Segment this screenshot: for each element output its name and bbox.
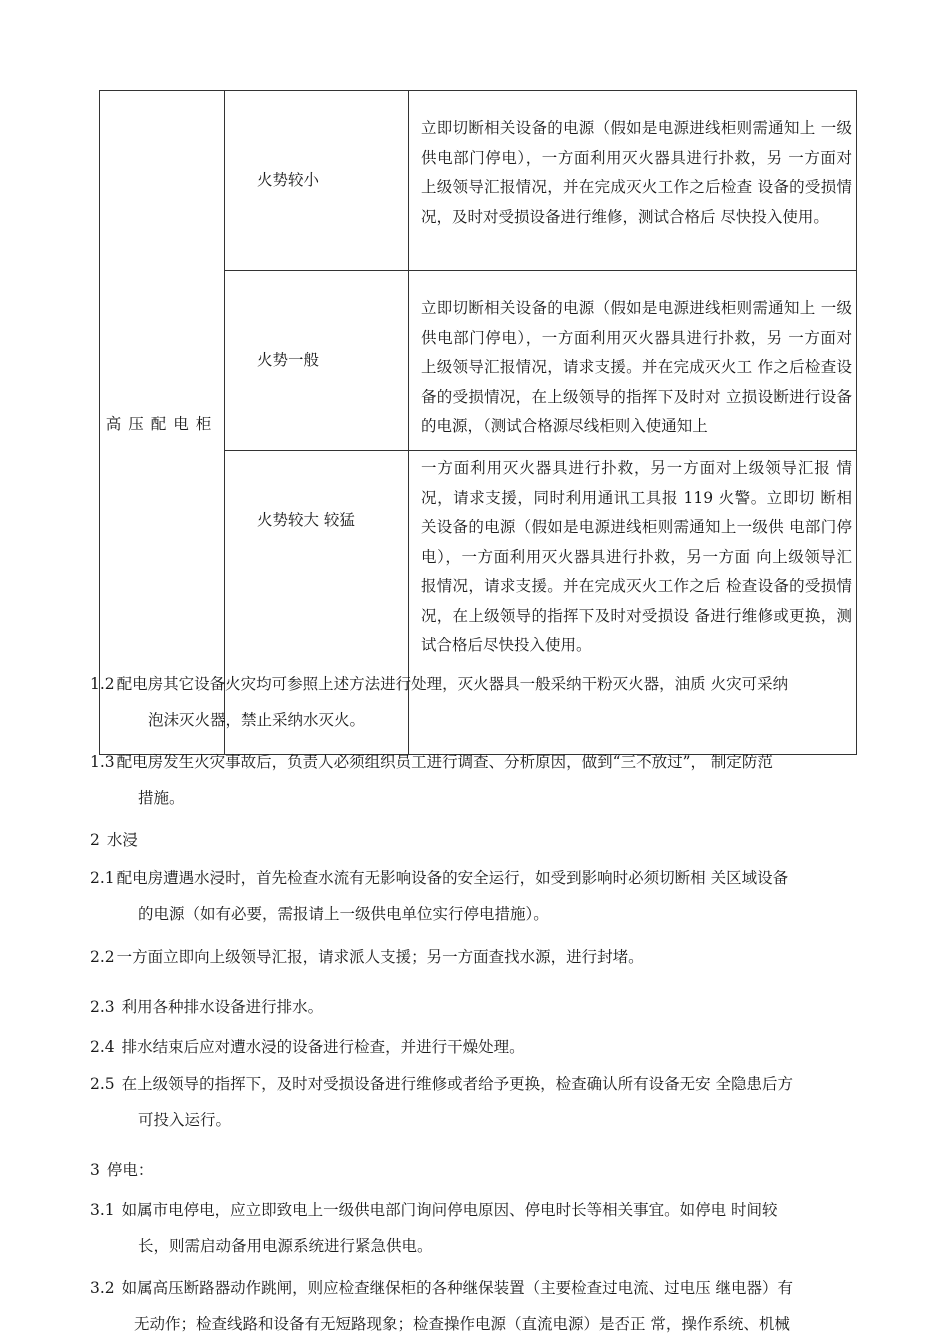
paragraph-text: 一方面立即向上级领导汇报，请求派人支援；另一方面查找水源，进行封堵。: [116, 948, 644, 966]
paragraph-2-5: [90, 1066, 860, 1138]
fire-level-cell: 火势较小: [225, 91, 409, 271]
fire-level-cell: 火势一般: [225, 271, 409, 451]
section-number: 2: [90, 831, 100, 849]
heading-text: 停电：: [106, 1161, 154, 1179]
paragraph-2-3: [90, 995, 860, 1019]
paragraph-continuation: 无动作；检查线路和设备有无短路现象；检查操作电源（直流电源）是否正 常，操作系统、机械: [134, 1315, 790, 1333]
paragraph-text: 配电房遭遇水浸时，首先检查水流有无影响设备的安全运行，如受到影响时必须切断相 关区域设备: [116, 869, 789, 887]
fire-level-cell: 火势较大 较猛: [225, 451, 409, 755]
paragraph-2-1: [90, 860, 860, 932]
fire-response-table: [99, 90, 857, 755]
section-number: 2.2: [90, 948, 115, 966]
section-number: 1.2: [90, 675, 115, 693]
paragraph-2-4: [90, 1035, 860, 1059]
response-action-cell: 立即切断相关设备的电源（假如是电源进线柜则需通知上 一级供电部门停电），一方面利用灭火器具进行扑救，另 一方面对上级领导汇报情况，并在完成灭火工作之后检查 设备的受损情况，及时对受损设备进行维修，测试合格后 尽快投入使用。: [409, 91, 857, 271]
section-number: 2.5: [90, 1075, 115, 1093]
table-row: [100, 91, 857, 271]
paragraph-text: 排水结束后应对遭水浸的设备进行检查，并进行干燥处理。: [121, 1038, 525, 1056]
heading-text: 水浸: [106, 831, 138, 849]
paragraph-1-2: [90, 666, 860, 738]
paragraph-continuation: 长，则需启动备用电源系统进行紧急供电。: [138, 1237, 433, 1255]
equipment-cell: 高压配电柜: [100, 91, 225, 755]
section-number: 2.4: [90, 1038, 115, 1056]
paragraph-text: 配电房其它设备火灾均可参照上述方法进行处理，灭火器具一般采纳干粉灭火器，油质 火灾可采纳: [116, 675, 789, 693]
paragraph-continuation: 的电源（如有必要，需报请上一级供电单位实行停电措施）。: [138, 905, 549, 923]
paragraph-text: 如属高压断路器动作跳闸，则应检查继保柜的各种继保装置（主要检查过电流、过电压 继电器）有: [121, 1279, 794, 1297]
paragraph-text: 在上级领导的指挥下，及时对受损设备进行维修或者给予更换，检查确认所有设备无安 全隐患后方: [121, 1075, 794, 1093]
paragraph-3-2: [90, 1270, 860, 1342]
paragraph-text: 如属市电停电，应立即致电上一级供电部门询问停电原因、停电时长等相关事宜。如停电 时间较: [121, 1201, 778, 1219]
paragraph-2-2: [90, 945, 860, 969]
paragraph-3-1: [90, 1192, 860, 1264]
heading-3: [90, 1158, 860, 1182]
response-action-cell: 一方面利用灭火器具进行扑救，另一方面对上级领导汇报 情况，请求支援，同时利用通讯工具报 119 火警。立即切 断相关设备的电源（假如是电源进线柜则需通知上一级供 电部门停电），一方面利用灭火器具进行扑救，另一方面 向上级领导汇报情况，请求支援。并在完成灭火工作之后 检查设备的受损情况，在上级领导的指挥下及时对受损设 备进行维修或更换，测试合格后尽快投入使用。: [409, 451, 857, 755]
section-number: 3.1: [90, 1201, 115, 1219]
paragraph-1-3: [90, 744, 860, 816]
response-action-cell: 立即切断相关设备的电源（假如是电源进线柜则需通知上 一级供电部门停电），一方面利用灭火器具进行扑救，另 一方面对上级领导汇报情况，请求支援。并在完成灭火工 作之后检查设备的受损情况，在上级领导的指挥下及时对 立损设断进行设备的电源，（测试合格源尽线柜则入使通知上: [409, 271, 857, 451]
section-number: 3.2: [90, 1279, 115, 1297]
paragraph-text: 利用各种排水设备进行排水。: [121, 998, 324, 1016]
section-number: 2.1: [90, 869, 115, 887]
section-number: 2.3: [90, 998, 115, 1016]
paragraph-continuation: 可投入运行。: [138, 1111, 232, 1129]
section-number: 3: [90, 1161, 100, 1179]
paragraph-continuation: 泡沫灭火器，禁止采纳水灭火。: [148, 711, 366, 729]
paragraph-text: 配电房发生火灾事故后，负责人必须组织员工进行调查、分析原因，做到“三不放过”， 制定防范: [116, 753, 773, 771]
paragraph-continuation: 措施。: [138, 789, 185, 807]
section-number: 1.3: [90, 753, 115, 771]
heading-2: [90, 828, 860, 852]
